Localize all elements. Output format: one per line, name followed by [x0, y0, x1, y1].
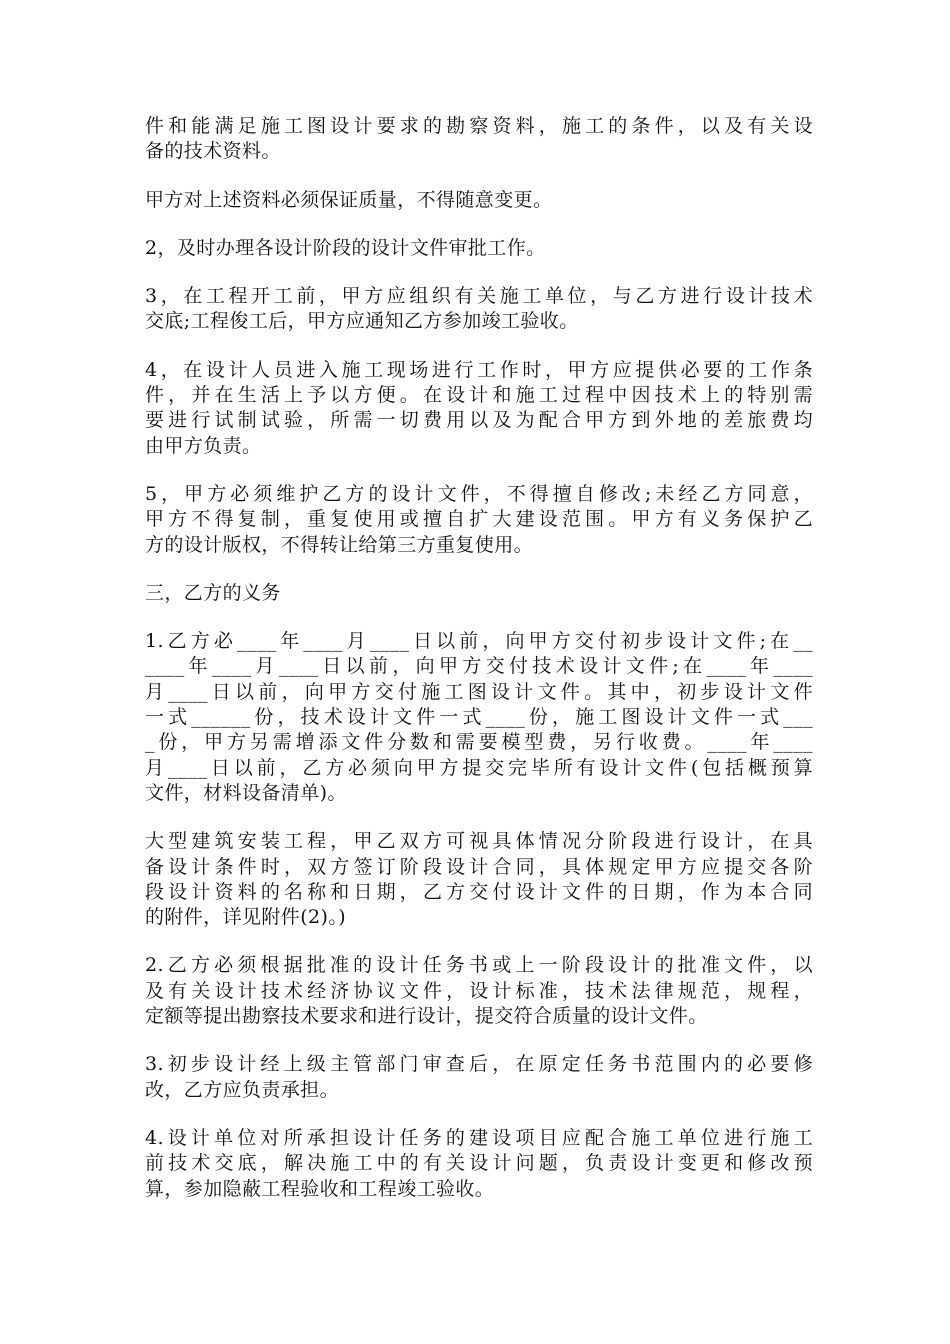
paragraph-b-4 — [145, 1126, 813, 1202]
paragraph-item-4 — [145, 358, 813, 459]
text-line: 交底;工程俊工后，甲方应通知乙方参加竣工验收。 — [145, 310, 579, 333]
text-line: 甲方不得复制，重复使用或擅自扩大建设范围。甲方有义务保护乙 — [145, 508, 813, 531]
text-line: 月____日以前，向甲方交付施工图设计文件。其中，初步设计文件 — [145, 680, 813, 703]
text-line: 由甲方负责。 — [145, 434, 262, 457]
text-line: 改，乙方应负责承担。 — [145, 1078, 340, 1101]
paragraph-item-3 — [145, 284, 813, 335]
paragraph-b-2 — [145, 953, 813, 1029]
text-line: 2.乙方必须根据批准的设计任务书或上一阶段设计的批准文件，以 — [145, 954, 813, 977]
paragraph-item-5 — [145, 482, 813, 558]
paragraph-continue-materials — [145, 114, 813, 165]
paragraph-item-2 — [145, 236, 813, 261]
text-line: 备设计条件时，双方签订阶段设计合同，具体规定甲方应提交各阶 — [145, 855, 813, 878]
text-line: 三，乙方的义务 — [145, 581, 281, 604]
text-line: 方的设计版权，不得转让给第三方重复使用。 — [145, 533, 534, 556]
text-line: 4，在设计人员进入施工现场进行工作时，甲方应提供必要的工作条 — [145, 358, 813, 381]
paragraph-section-3 — [145, 581, 813, 606]
text-line: 3，在工程开工前，甲方应组织有关施工单位，与乙方进行设计技术 — [145, 285, 813, 308]
text-line: 文件，材料设备清单)。 — [145, 781, 347, 804]
paragraph-quality — [145, 188, 813, 213]
document-body — [145, 114, 813, 1225]
text-line: 件，并在生活上予以方便。在设计和施工过程中因技术上的特别需 — [145, 384, 813, 407]
text-line: 要进行试制试验，所需一切费用以及为配合甲方到外地的差旅费均 — [145, 409, 813, 432]
paragraph-b-large — [145, 829, 813, 930]
text-line: 一式______份，技术设计文件一式____份，施工图设计文件一式___ — [145, 706, 813, 729]
paragraph-b-1 — [145, 629, 813, 806]
text-line: _份，甲方另需增添文件分数和需要模型费，另行收费。____年____ — [145, 731, 813, 754]
text-line: 月____日以前，乙方必须向甲方提交完毕所有设计文件(包括概预算 — [145, 756, 813, 779]
paragraph-b-3 — [145, 1052, 813, 1103]
text-line: 前技术交底，解决施工中的有关设计问题，负责设计变更和修改预 — [145, 1152, 813, 1175]
text-line: 4.设计单位对所承担设计任务的建设项目应配合施工单位进行施工 — [145, 1126, 813, 1149]
text-line: 备的技术资料。 — [145, 140, 281, 163]
text-line: 的附件，详见附件(2)。) — [145, 906, 347, 929]
text-line: 5，甲方必须维护乙方的设计文件，不得擅自修改;未经乙方同意， — [145, 482, 813, 505]
text-line: ____年____月____日以前，向甲方交付技术设计文件;在____年____ — [145, 655, 813, 678]
text-line: 大型建筑安装工程，甲乙双方可视具体情况分阶段进行设计，在具 — [145, 830, 813, 853]
text-line: 2，及时办理各设计阶段的设计文件审批工作。 — [145, 236, 546, 259]
text-line: 段设计资料的名称和日期，乙方交付设计文件的日期，作为本合同 — [145, 880, 813, 903]
text-line: 算，参加隐蔽工程验收和工程竣工验收。 — [145, 1177, 495, 1200]
text-line: 1.乙方必____年____月____日以前，向甲方交付初步设计文件;在__ — [145, 630, 813, 653]
text-line: 甲方对上述资料必须保证质量，不得随意变更。 — [145, 188, 553, 211]
text-line: 3.初步设计经上级主管部门审查后，在原定任务书范围内的必要修 — [145, 1053, 813, 1076]
text-line: 及有关设计技术经济协议文件，设计标准，技术法律规范，规程， — [145, 979, 813, 1002]
text-line: 件和能满足施工图设计要求的勘察资料，施工的条件，以及有关设 — [145, 115, 813, 137]
text-line: 定额等提出勘察技术要求和进行设计，提交符合质量的设计文件。 — [145, 1005, 708, 1028]
